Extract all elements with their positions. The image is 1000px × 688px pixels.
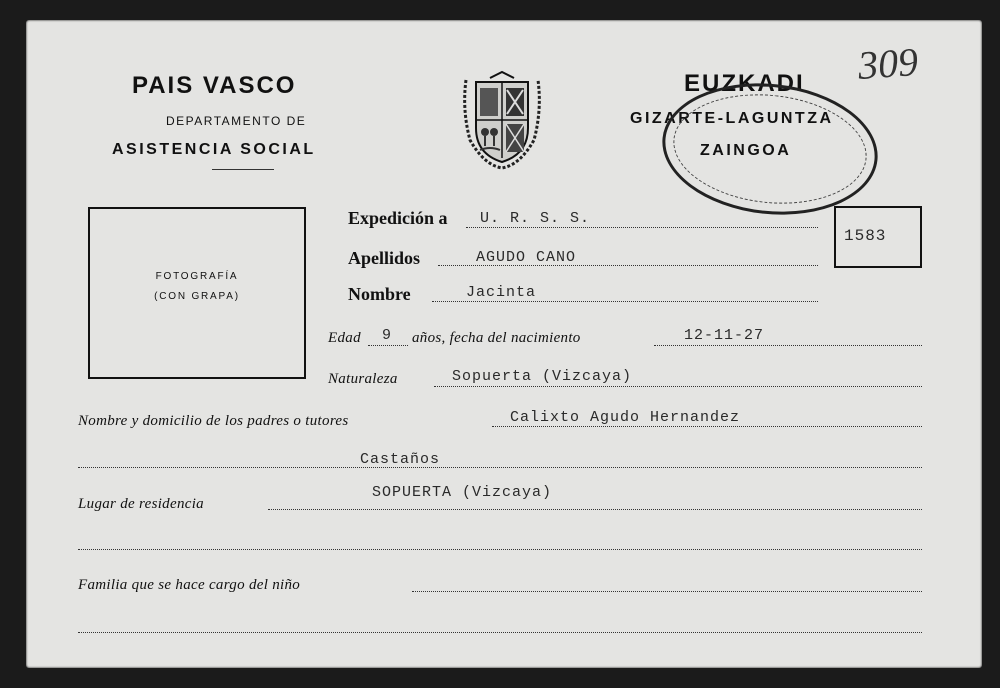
line-residencia-2 [78,549,922,550]
value-edad: 9 [382,327,393,344]
value-expedicion: U. R. S. S. [480,210,591,227]
line-fecha-nacimiento [654,345,922,346]
line-familia [412,591,922,592]
label-fecha-nacimiento: años, fecha del nacimiento [412,330,581,346]
value-nombre: Jacinta [466,284,537,301]
line-edad [368,345,408,346]
photo-label-fotografia: FOTOGRAFÍA [155,271,239,282]
header-asistencia-social: ASISTENCIA SOCIAL [112,141,316,158]
value-fecha-nacimiento: 12-11-27 [684,327,765,344]
registration-card [26,20,982,668]
coat-of-arms-icon [454,70,550,170]
header-gizarte-laguntza: GIZARTE-LAGUNTZA [630,110,834,127]
header-zaingoa: ZAINGOA [700,142,792,159]
label-nombre: Nombre [348,284,411,304]
line-padres [492,426,922,427]
label-edad: Edad [328,330,361,346]
label-residencia: Lugar de residencia [78,496,204,512]
file-number: 1583 [844,227,887,245]
header-underline [212,169,274,170]
label-padres: Nombre y domicilio de los padres o tutores [78,413,349,429]
label-naturaleza: Naturaleza [328,371,398,387]
line-nombre [432,301,818,302]
value-apellidos: AGUDO CANO [476,249,577,266]
handwritten-number: 309 [856,38,920,89]
header-euzkadi: EUZKADI [684,70,805,97]
value-naturaleza: Sopuerta (Vizcaya) [452,368,633,385]
value-padres: Calixto Agudo Hernandez [510,409,741,426]
header-pais-vasco: PAIS VASCO [132,72,297,99]
label-apellidos: Apellidos [348,248,421,268]
photo-box [88,207,306,379]
value-residencia: SOPUERTA (Vizcaya) [372,484,553,501]
line-expedicion [466,227,818,228]
line-residencia [268,509,922,510]
photo-label-con-grapa: (CON GRAPA) [154,291,240,302]
label-expedicion: Expedición a [348,208,448,228]
value-padres-2: Castaños [360,451,441,468]
line-naturaleza [434,386,922,387]
line-familia-2 [78,632,922,633]
line-padres-2 [78,467,922,468]
label-familia: Familia que se hace cargo del niño [78,577,301,593]
header-departamento: DEPARTAMENTO DE [166,114,307,128]
file-number-box [834,206,922,268]
stamp-inner-ring [668,85,872,213]
